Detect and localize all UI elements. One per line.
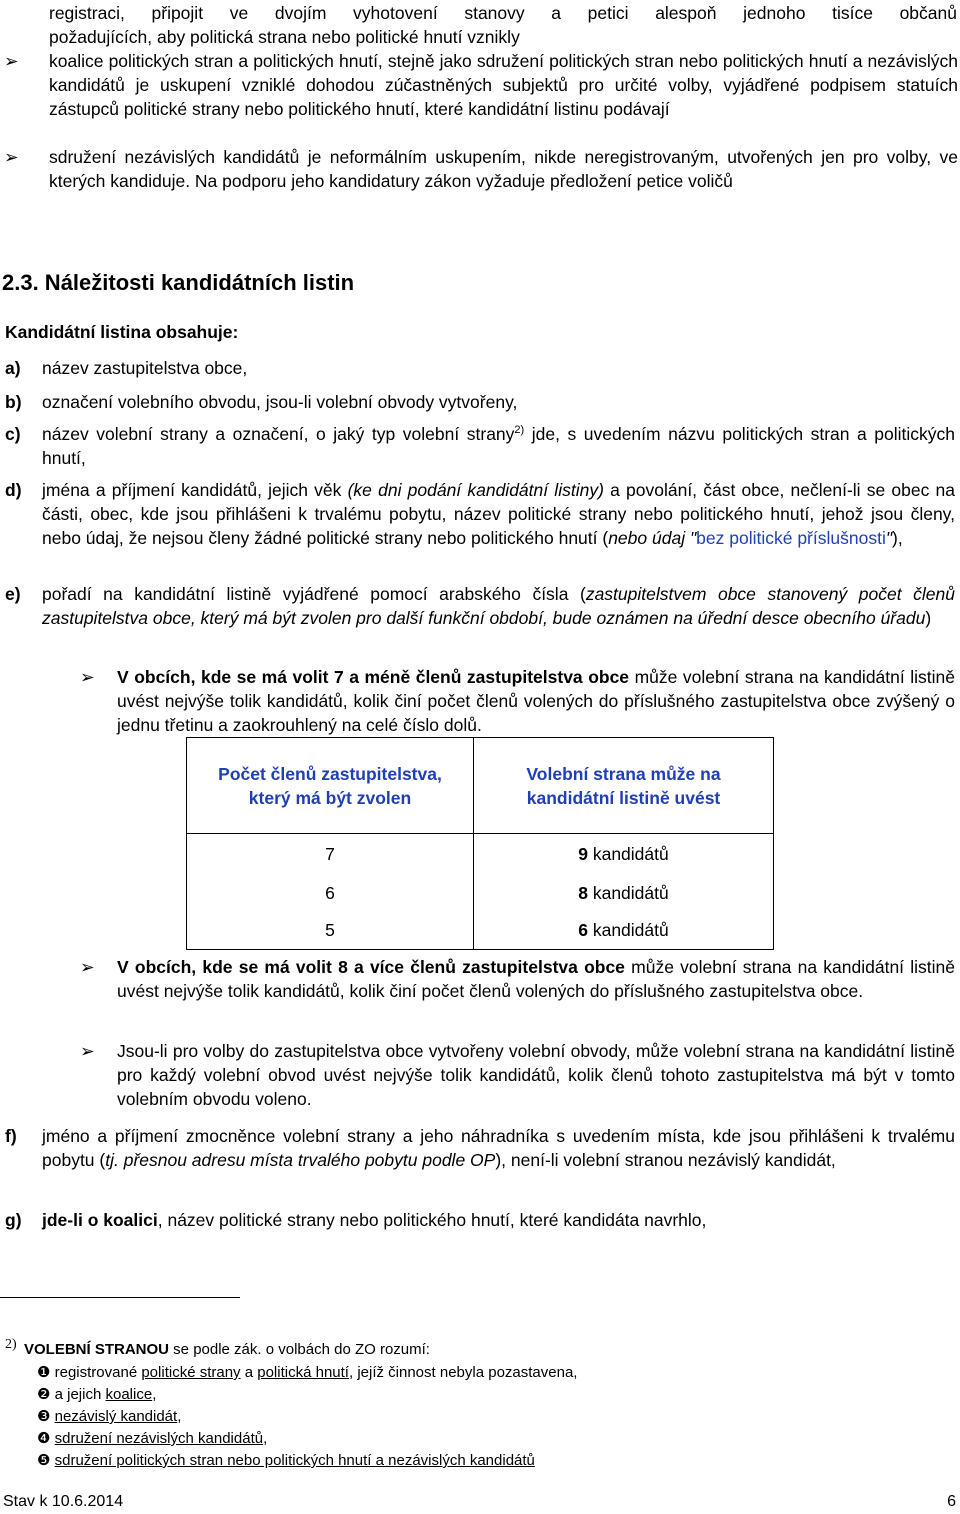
sub-bullet-obvody: ➢ Jsou-li pro volby do zastupitelstva obce vytvořeny volební obvody, může volební strana na kandidátní listině pro každý volební obvod uvést nejvýše tolik kandidátů, kolik členů tohoto zastupitelstva má být v tomto volebním obvodu voleno. [80, 1041, 955, 1109]
item-a: a) název zastupitelstva obce, [5, 358, 248, 378]
footnote-line-5: ❺ sdružení politických stran nebo politických hnutí a nezávislých kandidátů [37, 1452, 535, 1469]
page-number: 6 [947, 1493, 956, 1510]
intro-line-2: požadujících, aby politická strana nebo politické hnutí vznikly [49, 27, 520, 47]
footnote-line-3: ❸ nezávislý kandidát, [37, 1408, 182, 1425]
arrow-bullet-icon: ➢ [80, 1041, 95, 1061]
item-c: c) název volební strany a označení, o jaký typ volební strany$^{2)}$ jde, s uvedením názvu politických stran a politických hnutí, [5, 424, 956, 468]
table-header-row [187, 738, 774, 834]
table-row: 7 9 kandidátů [187, 834, 774, 874]
table-row: 5 6 kandidátů [187, 912, 774, 950]
table-header-candidates: Volební strana může na kandidátní listině uvést [474, 738, 774, 834]
footnote-marker: 2) [5, 1337, 17, 1352]
sub-bullet-8-more: ➢ V obcích, kde se má volit 8 a více členů zastupitelstva obce může volební strana na kandidátní listině uvést nejvýše tolik kandidátů, kolik činí počet členů volených do příslušného zastupitelstva obce. [80, 957, 955, 1001]
table-header-members: Počet členů zastupitelstva, který má být zvolen [187, 738, 474, 834]
item-d: d) jména a příjmení kandidátů, jejich věk (ke dni podání kandidátní listiny) a povolání, část obce, nečlení-li se obec na části, obec, kde jsou přihlášeni k trvalému pobytu, název politické strany nebo politického hnutí, jehož jsou členy, nebo údaj, že nejsou členy žádné politické strany nebo politického hnutí (nebo údaj "bez politické příslušnosti"), [5, 480, 955, 548]
item-b: b) označení volebního obvodu, jsou-li volební obvody vytvořeny, [5, 392, 518, 412]
footnote-separator [0, 1297, 240, 1298]
intro-paragraph [0, 1, 958, 49]
table-row: 6 8 kandidátů [187, 874, 774, 912]
arrow-bullet-icon: ➢ [80, 667, 95, 687]
section-subtitle: Kandidátní listina obsahuje: [5, 322, 239, 342]
candidates-table [186, 737, 774, 950]
footnote-line-1: ❶ registrované politické strany a politická hnutí, jejíž činnost nebyla pozastavena, [37, 1364, 578, 1381]
arrow-bullet-icon: ➢ [4, 51, 19, 71]
bullet-koalice: ➢ koalice politických stran a politických hnutí, stejně jako sdružení politických stran nebo politických hnutí a nezávislých kandidátů je uskupení vzniklé dohodou zúčastněných subjektů pro určité volby, vyjádřené podpisem statuích zástupců politické strany nebo politického hnutí, které kandidátní listinu podávají [4, 51, 958, 119]
section-title: 2.3. Náležitosti kandidátních listin [2, 270, 355, 295]
arrow-bullet-icon: ➢ [80, 957, 95, 977]
bullet-sdruzeni: ➢ sdružení nezávislých kandidátů je neformálním uskupením, nikde neregistrovaným, utvořených jen pro volby, ve kterých kandiduje. Na podporu jeho kandidatury zákon vyžaduje předložení petice voličů [4, 147, 958, 191]
item-f: f) jméno a příjmení zmocněnce volební strany a jeho náhradníka s uvedením místa, kde jsou přihlášeni k trvalému pobytu (tj. přesnou adresu místa trvalého pobytu podle OP), není-li volební stranou nezávislý kandidát, [5, 1126, 955, 1170]
footer-date: Stav k 10.6.2014 [3, 1493, 124, 1510]
footnote-line-2: ❷ a jejich koalice, [37, 1386, 157, 1403]
item-g: g) jde-li o koalici, název politické strany nebo politického hnutí, které kandidáta navrhlo, [5, 1210, 707, 1230]
footnote-ref: 2) [514, 424, 525, 437]
intro-line-1: registraci, připojit ve dvojím vyhotovení stanovy a petici alespoň jednoho tisíce občanů [49, 3, 957, 23]
item-e: e) pořadí na kandidátní listině vyjádřené pomocí arabského čísla (zastupitelstvem obce stanovený počet členů zastupitelstva obce, který má být zvolen pro další funkční období, bude oznámen na úřední desce obecního úřadu) [5, 584, 955, 628]
sub-bullet-7-less: ➢ V obcích, kde se má volit 7 a méně členů zastupitelstva obce může volební strana na kandidátní listině uvést nejvýše tolik kandidátů, kolik činí počet členů volených do příslušného zastupitelstva obce zvýšený o jednu třetinu a zaokrouhlený na celé číslo dolů. [80, 667, 956, 735]
footnote-line-4: ❹ sdružení nezávislých kandidátů, [37, 1430, 268, 1447]
arrow-bullet-icon: ➢ [4, 147, 19, 167]
footnote-intro: VOLEBNÍ STRANOU se podle zák. o volbách do ZO rozumí: [24, 1341, 430, 1358]
